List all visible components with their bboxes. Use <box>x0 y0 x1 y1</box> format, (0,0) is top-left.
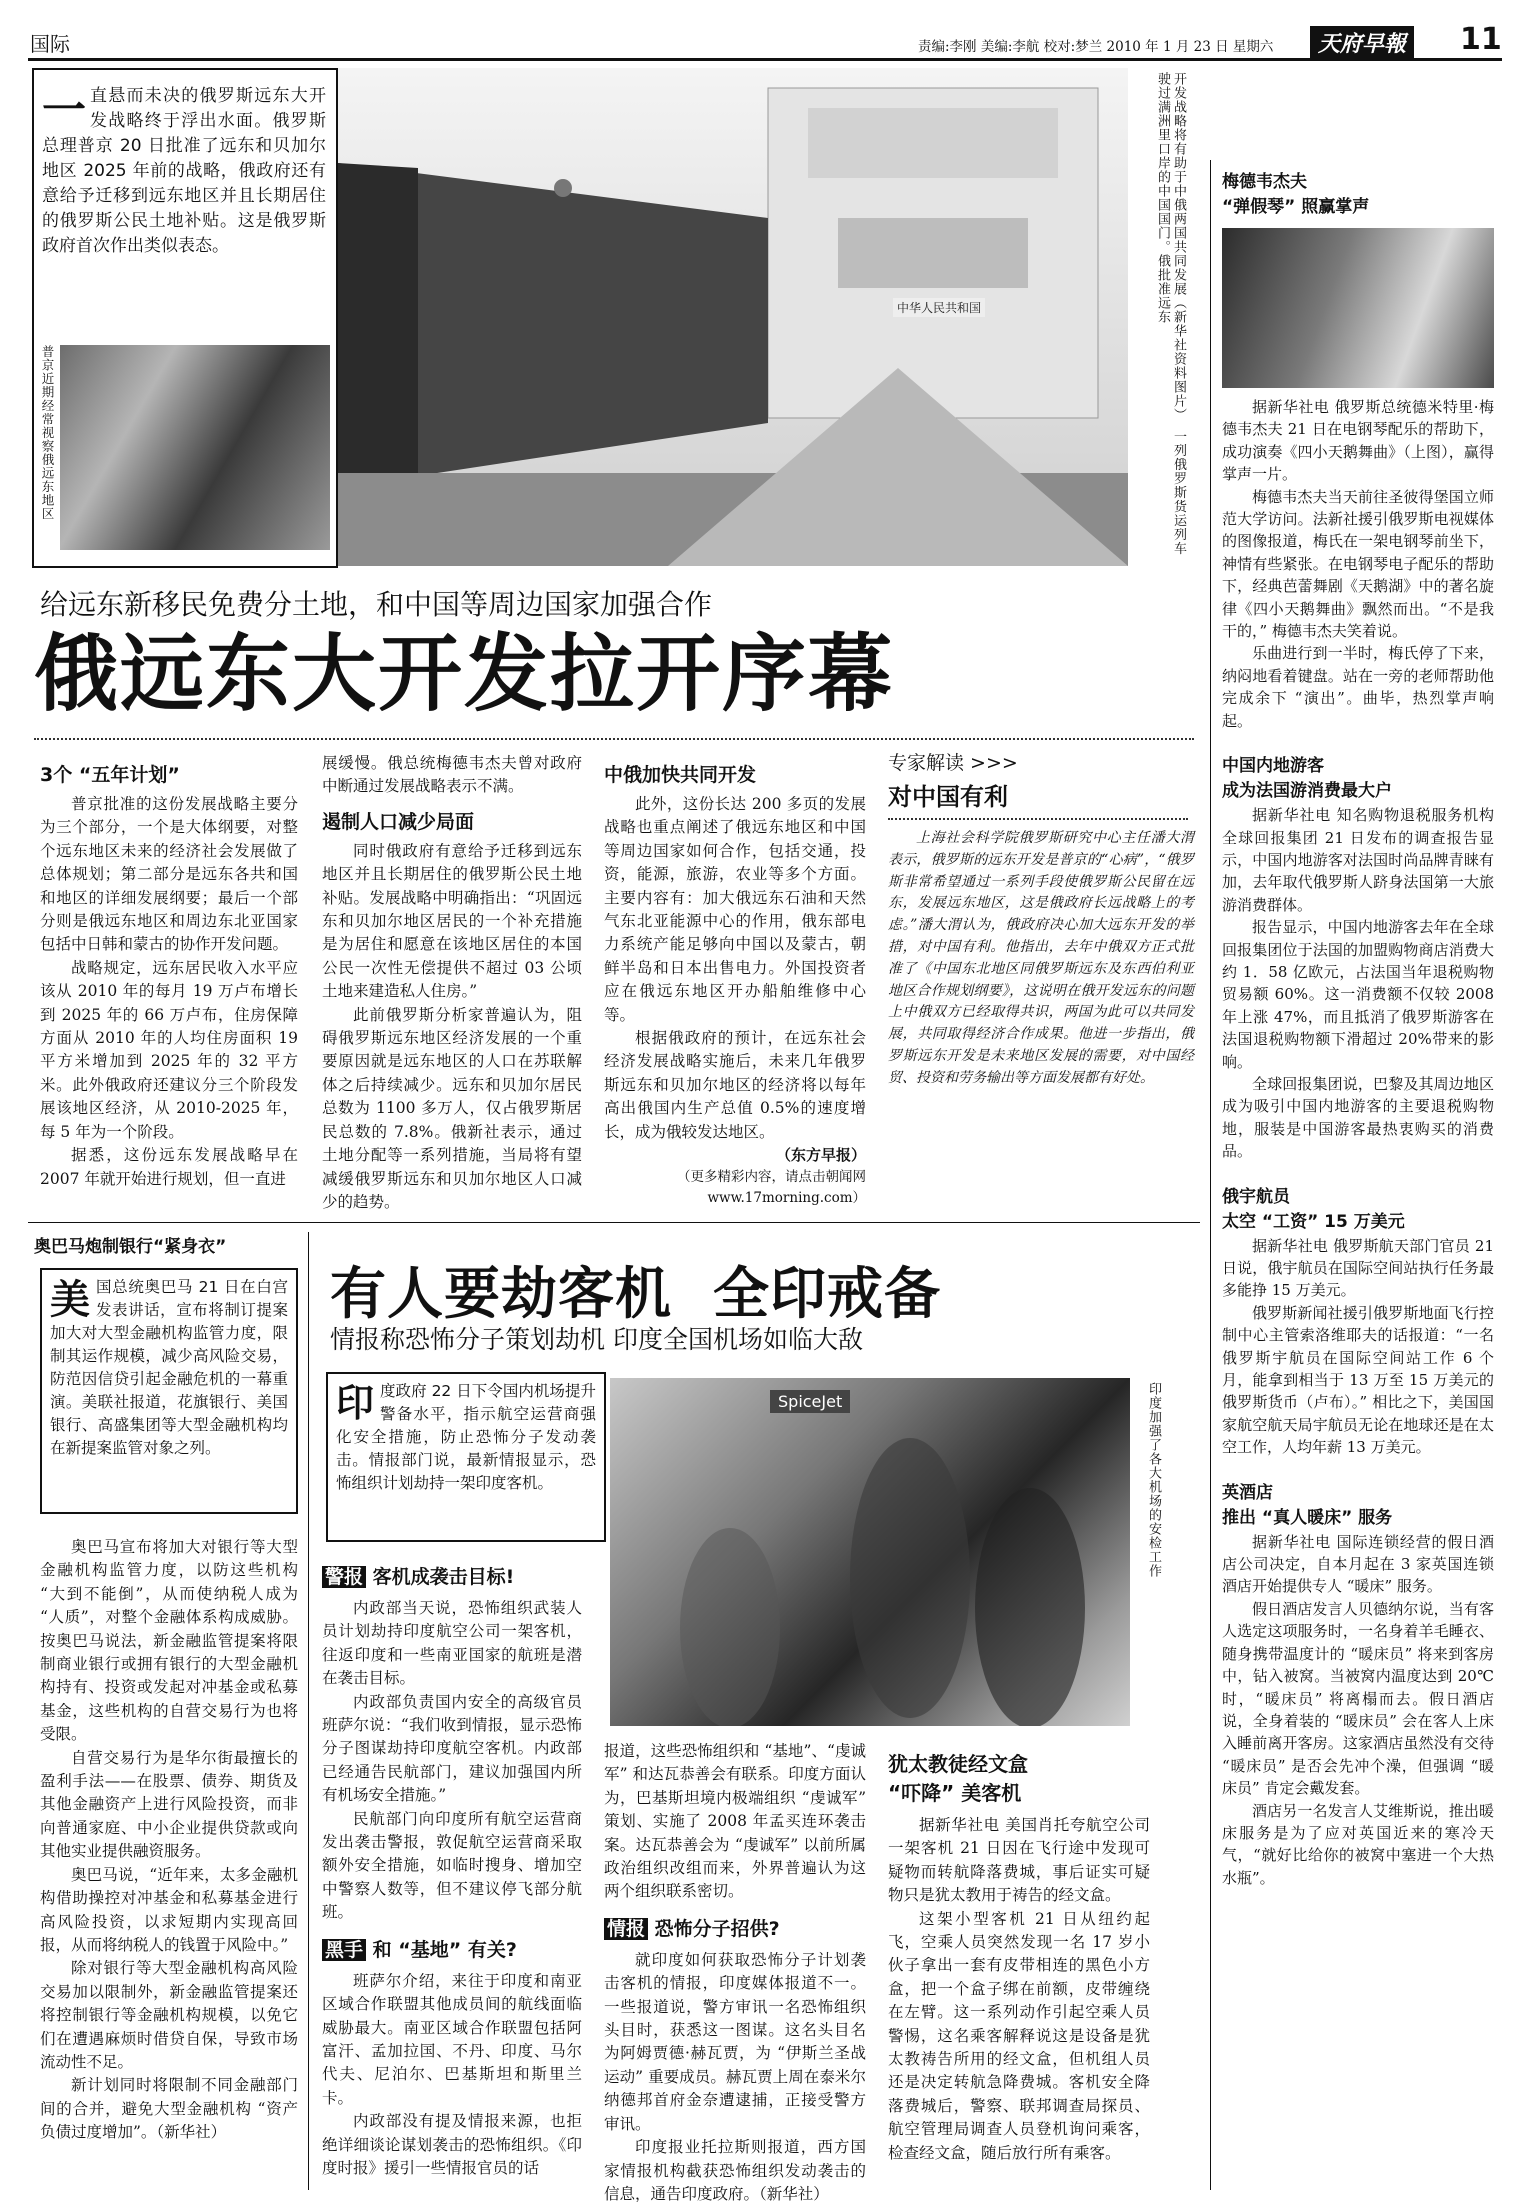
section-label: 国际 <box>30 32 70 56</box>
obama-paragraph: 奥巴马宣布将加大对银行等大型金融机构监管力度，以防这些机构 “大到不能倒”，从而使纳税人成为 “人质”，对整个金融体系构成威胁。按奥巴马说法，新金融监管提案将限制商业银行或拥有银行的大型金融机构持有、投资或发起对冲基金或私募基金，这些机构的自营交易行为也将受限。 <box>40 1538 298 1744</box>
obama-paragraph: 奥巴马说，“近年来，太多金融机构借助操控对冲基金和私募基金进行高风险投资，以求短期内实现高回报，从而将纳税人的钱置于风险中。” <box>40 1865 298 1954</box>
india-colA-paragraph: 内政部当天说，恐怖组织武装人员计划劫持印度航空公司一架客机，往返印度和一些南亚国家的航班是潜在袭击目标。 <box>322 1599 582 1688</box>
india-dropcap: 印 <box>336 1381 375 1425</box>
lead-headline: 俄远东大开发拉开序幕 <box>34 625 895 723</box>
airport-photo <box>610 1378 1130 1726</box>
lead-kicker: 给远东新移民免费分土地，和中国等周边国家加强合作 <box>40 588 713 621</box>
expert-body: 上海社会科学院俄罗斯研究中心主任潘大渭表示，俄罗斯的远东开发是普京的“心病”，“俄罗斯非常希望通过一系列手段使俄罗斯公民留在远东，发展远东地区，这是俄政府长远战略上的考虑。”潘大渭认为，俄政府决心加大远东开发的举措，对中国有利。他指出，去年中俄双方正式批准了《中国东北地区同俄罗斯远东及东西伯利亚地区合作规划纲要》，这说明在俄开发远东的问题上中俄双方已经取得共识，两国为此可以共同发展，共同取得经济合作成果。他进一步指出，俄罗斯远东开发是未来地区发展的需要，对中国经贸、投资和劳务输出等方面发展都有好处。 <box>888 830 1194 1086</box>
sidebar-s1-title2: “弹假琴” 照赢掌声 <box>1222 197 1370 217</box>
sidebar-s1-title1: 梅德韦杰夫 <box>1222 172 1307 192</box>
india-col-a <box>322 1562 582 2180</box>
obama-lead-box <box>40 1268 298 1514</box>
sidebar <box>1222 170 1494 1889</box>
india-colB-paragraph: 印度报业托拉斯则报道，西方国家情报机构截获恐怖组织发动袭击的信息，通告印度政府。（新华社） <box>604 2138 866 2202</box>
putin-photo-caption: 普京近期经常视察俄远东地区 <box>40 345 55 521</box>
page-number: 11 <box>1460 22 1502 57</box>
india-subhead-3 <box>604 1914 866 1941</box>
sidebar-s4-title1: 英酒店 <box>1222 1482 1273 1503</box>
india-subheadline: 情报称恐怖分子策划劫机 印度全国机场如临大敌 <box>330 1325 863 1354</box>
phylactery-title-2: “吓降” 美客机 <box>888 1781 1022 1805</box>
lead-col1-paragraph: 战略规定，远东居民收入水平应该从 2010 年的每月 19 万卢布增长到 2025 年的 66 万卢布，住房保障方面从 2010 年的人均住房面积 19 平方米增加到 2025 年的 32 平方米。此外俄政府还建议分三个阶段发展该地区经济，从 2010-2025 年，每 5 年为一个阶段。 <box>40 958 298 1141</box>
obama-paragraph: 除对银行等大型金融机构高风险交易加以限制外，新金融监管提案还将控制银行等金融机构规模，以免它们在遭遇麻烦时借贷自保，导致市场流动性不足。 <box>40 1959 298 2071</box>
obama-body <box>40 1536 298 2145</box>
security-scene <box>610 1378 1130 1726</box>
sidebar-s4-paragraph: 假日酒店发言人贝德纳尔说，当有客人选定这项服务时，一名身着羊毛睡衣、随身携带温度计的 “暖床员” 将来到客房中，钻入被窝。当被窝内温度达到 20℃ 时，“暖床员” 将离榻而去。假日酒店说，全身着装的 “暖床员” 会在客人上床入睡前离开客房。这家酒店虽然没有交待 “暖床员” 是否会先冲个澡，但强调 “暖床员” 肯定会戴发套。 <box>1222 1599 1494 1798</box>
sidebar-s3-paragraph: 俄罗斯新闻社援引俄罗斯地面飞行控制中心主管索洛维耶夫的话报道：“一名俄罗斯宇航员在国际空间站工作 6 个月，能拿到相当于 13 万至 15 万美元的俄罗斯货币（卢布）。” 相比之下，美国国家航空航天局宇航员无论在地球还是在太空工作，人均年薪 13 万美元。 <box>1222 1303 1494 1457</box>
sidebar-s1-paragraph: 据新华社电 俄罗斯总统德米特里·梅德韦杰夫 21 日在电钢琴配乐的帮助下，成功演奏《四小天鹅舞曲》（上图），赢得掌声一片。 <box>1222 398 1494 484</box>
train-scene <box>338 68 1128 566</box>
lead-col3-paragraph: 此外，这份长达 200 多页的发展战略也重点阐述了俄远东地区和中国等周边国家如何合作，包括交通，投资，能源，旅游，农业等多个方面。主要内容有：加大俄远东石油和天然气东北亚能源中心的作用，俄东部电力系统产能足够向中国以及蒙古，朝鲜半岛和日本出售电力。外国投资者应在俄远东地区开办船舶维修中心等。 <box>604 795 866 1024</box>
obama-title: 奥巴马炮制银行“紧身衣” <box>34 1237 227 1257</box>
sidebar-s1-paragraph: 梅德韦杰夫当天前往圣彼得堡国立师范大学访问。法新社援引俄罗斯电视媒体的图像报道，梅氏在一架电钢琴前坐下，神情有些紧张。在电钢琴电子配乐的帮助下，经典芭蕾舞剧《天鹅湖》中的著名旋律《四小天鹅舞曲》飘然而出。“不是我干的，” 梅德韦杰夫笑着说。 <box>1222 487 1494 641</box>
lead-col1-subhead: 3个 “五年计划” <box>40 764 180 786</box>
obama-paragraph: 新计划同时将限制不同金融部门间的合并，避免大型金融机构 “资产负债过度增加”。（新华社） <box>40 2076 298 2142</box>
expert-rule <box>888 818 1188 820</box>
intro-text: 直悬而未决的俄罗斯远东大开发战略终于浮出水面。俄罗斯总理普京 20 日批准了远东和贝加尔地区 2025 年前的战略，俄政府还有意给予迁移到远东地区并且长期居住的俄罗斯公民土地补贴。这是俄罗斯政府首次作出类似表态。 <box>42 86 326 256</box>
phylactery-paragraph: 据新华社电 美国肖托夸航空公司一架客机 21 日因在飞行途中发现可疑物而转航降落费城，事后证实可疑物只是犹太教用于祷告的经文盒。 <box>888 1816 1150 1905</box>
lead-col2-continued: 展缓慢。俄总统梅德韦杰夫曾对政府中断通过发展战略表示不满。 <box>322 754 582 796</box>
lead-col3-source: （东方早报） <box>775 1146 866 1165</box>
india-col-b <box>604 1740 866 2202</box>
expert-box <box>888 748 1194 1218</box>
expert-title: 对中国有利 <box>888 783 1008 811</box>
lead-col3-url: www.17morning.com） <box>707 1190 866 1207</box>
obama-lead: 国总统奥巴马 21 日在白宫发表讲话，宣布将制订提案加大对大型金融机构监管力度，限制其运作规模，减少高风险交易，防范因信贷引起金融危机的一幕重演。美联社报道，花旗银行、美国银行、高盛集团等大型金融机构均在新提案监管对象之列。 <box>50 1278 288 1457</box>
india-colB-paragraph: 报道，这些恐怖组织和 “基地”、“虔诚军” 和达瓦恭善会有联系。印度方面认为，巴基斯坦境内极端组织 “虔诚军” 策划、实施了 2008 年孟买连环袭击案。达瓦恭善会为 “虔诚军” 以前所属政治组织改组而来，外界普遍认为这两个组织联系密切。 <box>604 1742 866 1901</box>
paper-logo: 天府早報 <box>1310 26 1414 59</box>
sidebar-s3-title2: 太空 “工资” 15 万美元 <box>1222 1211 1405 1232</box>
sidebar-s2-title1: 中国内地游客 <box>1222 756 1324 777</box>
lead-col2-subhead: 遏制人口减少局面 <box>322 810 475 833</box>
sidebar-s2-title2: 成为法国游消费最大户 <box>1222 781 1392 802</box>
lead-col2-paragraph: 同时俄政府有意给予迁移到远东地区并且长期居住的俄罗斯公民土地补贴。发展战略中明确指出：“巩固远东和贝加尔地区居民的一个补充措施是为居住和愿意在该地区居住的本国公民一次性无偿提供不超过 03 公顷土地来建造私人住房。” <box>322 841 582 1001</box>
india-colA-paragraph: 民航部门向印度所有航空运营商发出袭击警报，敦促航空运营商采取额外安全措施，如临时搜身、增加空中警察人数等，但不建议停飞部分航班。 <box>322 1809 582 1922</box>
train-photo <box>338 68 1128 566</box>
india-colA-paragraph: 班萨尔介绍，来往于印度和南亚区域合作联盟其他成员间的航线面临威胁最大。南亚区域合作联盟包括阿富汗、孟加拉国、不丹、印度、马尔代夫、尼泊尔、巴基斯坦和斯里兰卡。 <box>322 1971 582 2107</box>
main-photo-caption: 开发战略将有助于中俄两国共同发展（新华社资料图片） 一列俄罗斯货运列车驶过满洲里口岸的中国国门。俄批准远东 <box>1155 72 1186 556</box>
sidebar-s2-paragraph: 据新华社电 知名购物退税服务机构全球回报集团 21 日发布的调查报告显示，中国内地游客对法国时尚品牌青睐有加，去年取代俄罗斯人跻身法国第一大旅游消费群体。 <box>1222 806 1494 914</box>
lead-col-2 <box>322 752 582 1214</box>
sidebar-s4-title2: 推出 “真人暖床” 服务 <box>1222 1507 1393 1528</box>
lead-col1-paragraph: 普京批准的这份发展战略主要分为三个部分，一个是大体纲要，对整个远东地区未来的经济社会发展做了总体规划；第二部分是远东各共和国和地区的详细发展纲要；最后一个部分则是俄远东地区和周边东北亚国家包括中日韩和蒙古的协作开发问题。 <box>40 795 298 954</box>
sidebar-s3-title1: 俄宇航员 <box>1222 1186 1290 1207</box>
sidebar-s2-paragraph: 报告显示，中国内地游客去年在全球回报集团位于法国的加盟购物商店消费大约 1．58 亿欧元，占法国当年退税购物贸易额 60%。这一消费额不仅较 2008 年上涨 47%，而且抵消了俄罗斯游客在法国退税购物额下滑超过 20%带来的影响。 <box>1222 918 1494 1071</box>
airline-sign: SpiceJet <box>770 1390 850 1413</box>
lead-col2-paragraph: 此前俄罗斯分析家普遍认为，阻碍俄罗斯远东地区经济发展的一个重要原因就是远东地区的人口在苏联解体之后持续减少。远东和贝加尔居民总数为 1100 多万人，仅占俄罗斯居民总数的 7.8%。俄新社表示，通过土地分配等一系列措施，当局将有望减缓俄罗斯远东和贝加尔地区人口减少的趋势。 <box>322 1005 582 1211</box>
obama-divider <box>308 1232 309 2190</box>
india-subhead-1-keyword: 警报 <box>322 1566 366 1588</box>
lead-col1-paragraph: 据悉，这份远东发展战略早在 2007 年就开始进行规划，但一直进 <box>40 1146 298 1188</box>
india-colB-paragraph: 就印度如何获取恐怖分子计划袭击客机的情报，印度媒体报道不一。一些报道说，警方审讯一名恐怖组织头目时，获悉这一图谋。这名头目名为阿姆贾德·赫瓦贾，为 “伊斯兰圣战运动” 重要成员。赫瓦贾上周在泰米尔纳德邦首府金奈遭逮捕，正接受警方审讯。 <box>604 1950 866 2133</box>
obama-dropcap: 美 <box>50 1277 90 1323</box>
india-subhead-1 <box>322 1562 582 1589</box>
india-col-c <box>888 1748 1150 2165</box>
phylactery-title-1: 犹太教徒经文盒 <box>888 1752 1028 1776</box>
gate-sign: 中华人民共和国 <box>893 298 985 317</box>
intro-dropcap: 一 <box>42 85 86 136</box>
india-subhead-3-keyword: 情报 <box>604 1918 648 1940</box>
india-colA-paragraph: 内政部没有提及情报来源，也拒绝详细谈论谋划袭击的恐怖组织。《印度时报》援引一些情报官员的话 <box>322 2112 582 2177</box>
putin-photo <box>60 345 330 550</box>
india-lead-box <box>326 1372 606 1542</box>
medvedev-photo <box>1222 228 1494 388</box>
sidebar-s4-paragraph: 酒店另一名发言人艾维斯说，推出暖床服务是为了应对英国近来的寒冷天气，“就好比给你的被窝中塞进一个大热水瓶”。 <box>1222 1801 1494 1887</box>
lead-col3-subhead: 中俄加快共同开发 <box>604 764 757 786</box>
india-subhead-2-keyword: 黑手 <box>322 1939 366 1961</box>
india-subhead-3-text: 恐怖分子招供? <box>654 1917 780 1940</box>
sidebar-border <box>1210 160 1211 2190</box>
page-credits: 责编:李刚 美编:李航 校对:梦兰 2010 年 1 月 23 日 星期六 <box>918 39 1274 55</box>
india-colA-paragraph: 内政部负责国内安全的高级官员班萨尔说：“我们收到情报，显示恐怖分子图谋劫持印度航空客机。内政部已经通告民航部门，建议加强国内所有机场安全措施。” <box>322 1692 582 1805</box>
india-lead: 度政府 22 日下令国内机场提升警备水平，指示航空运营商强化安全措施，防止恐怖分子发动袭击。情报部门说，最新情报显示，恐怖组织计划劫持一架印度客机。 <box>336 1382 596 1492</box>
obama-paragraph: 自营交易行为是华尔街最擅长的盈利手法——在股票、债券、期货及其他金融资产上进行风险投资，而非向普通家庭、中小企业提供贷款或向其他实业提供融资服务。 <box>40 1748 298 1861</box>
expert-label: 专家解读 >>> <box>888 752 1018 774</box>
airport-photo-caption: 印度加强了各大机场的安检工作 <box>1146 1382 1161 1578</box>
station-emblem <box>554 179 572 197</box>
sidebar-s2-paragraph: 全球回报集团说，巴黎及其周边地区成为吸引中国内地游客的主要退税购物地，服装是中国游客最热衷购买的消费品。 <box>1222 1074 1494 1161</box>
india-headline: 有人要劫客机 全印戒备 <box>330 1262 941 1327</box>
india-subhead-2-text: 和 “基地” 有关? <box>372 1938 517 1961</box>
lead-col-3 <box>604 760 866 1209</box>
lead-col3-paragraph: 根据俄政府的预计，在远东社会经济发展战略实施后，未来几年俄罗斯远东和贝加尔地区的经济将以每年高出俄国内生产总值 0.5%的速度增长，成为俄较发达地区。 <box>604 1029 866 1141</box>
masthead-rule <box>28 58 1502 61</box>
sidebar-s1-paragraph: 乐曲进行到一半时，梅氏停了下来，纳闷地看着键盘。站在一旁的老师帮助他完成余下 “演出”。曲毕，热烈掌声响起。 <box>1222 644 1494 730</box>
lead-headline-rule <box>34 738 1194 740</box>
phylactery-paragraph: 这架小型客机 21 日从纽约起飞，空乘人员突然发现一名 17 岁小伙子拿出一套有皮带相连的黑色小方盒，把一个盒子绑在前额，皮带缠绕在左臂。这一系列动作引起空乘人员警惕，这名乘客解释说这是设备是犹太教祷告所用的经文盒，但机组人员还是决定转航急降费城。客机安全降落费城后，警察、联邦调查局探员、航空管理局调查人员登机询问乘客，检查经文盒，随后放行所有乘客。 <box>888 1909 1150 2162</box>
sidebar-s4-paragraph: 据新华社电 国际连锁经营的假日酒店公司决定，自本月起在 3 家英国连锁酒店开始提供专人 “暖床” 服务。 <box>1222 1532 1494 1596</box>
section-divider <box>28 1222 1200 1223</box>
india-subhead-2 <box>322 1935 582 1962</box>
india-subhead-1-text: 客机成袭击目标! <box>372 1566 515 1588</box>
sidebar-s3-paragraph: 据新华社电 俄罗斯航天部门官员 21 日说，俄宇航员在国际空间站执行任务最多能挣 15 万美元。 <box>1222 1236 1494 1300</box>
lead-col3-more: （更多精彩内容，请点击朝闻网 <box>677 1169 866 1186</box>
lead-col-1 <box>40 760 298 1191</box>
